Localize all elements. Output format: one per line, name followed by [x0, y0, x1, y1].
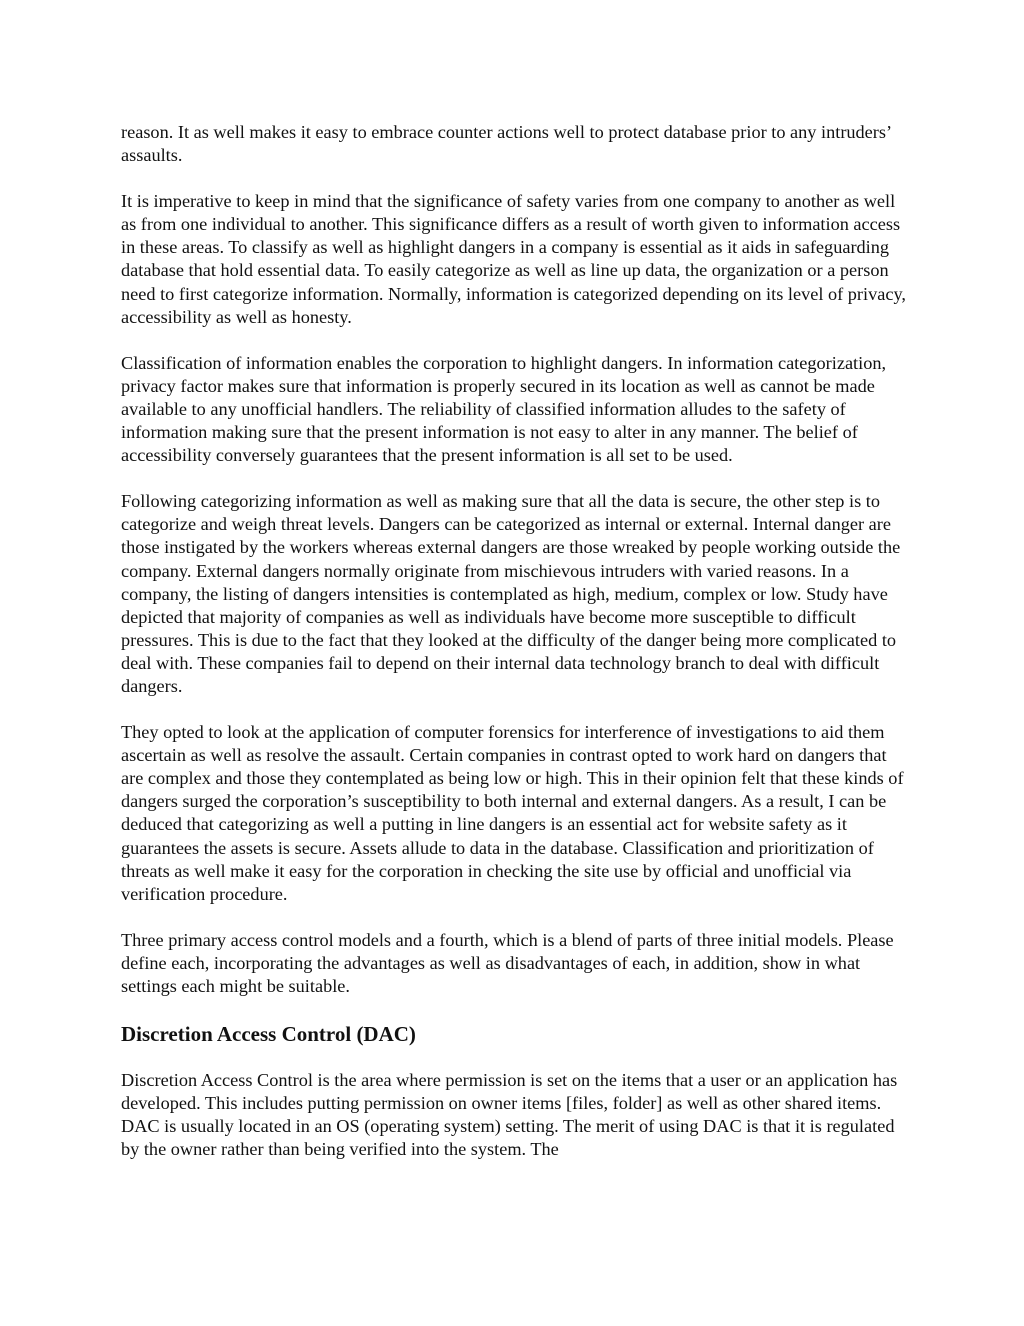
paragraph-4: Following categorizing information as well as making sure that all the data is secure, the other step is to categorize and weigh threat levels. Dangers can be categorized as internal or external. Internal danger are those instigated by the workers whereas external dangers are those wreaked by people working outside the company. External dangers normally originate from mischievous intruders with varied reasons. In a company, the listing of dangers intensities is contemplated as high, medium, complex or low. Study have depicted that majority of companies as well as individuals have become more susceptible to difficult pressures. This is due to the fact that they looked at the difficulty of the danger being more complicated to deal with. These companies fail to depend on their internal data technology branch to deal with difficult dangers.	[121, 491, 901, 696]
paragraph-final: Discretion Access Control is the area where permission is set on the items that a user or an application has developed. This includes putting permission on owner items [files, folder] as well as other shared items. DAC is usually located in an OS (operating system) setting. The merit of using DAC is that it is regulated by the owner rather than being verified into the system. The	[121, 1070, 898, 1160]
paragraph-3: Classification of information enables the corporation to highlight dangers. In information categorization, privacy factor makes sure that information is properly secured in its location as well as cannot be made available to any unofficial handlers. The reliability of classified information alludes to the safety of information making sure that the present information is not easy to alter in any manner. The belief of accessibility conversely guarantees that the present information is all set to be used.	[121, 352, 887, 466]
paragraph-5: They opted to look at the application of computer forensics for interference of investigations to aid them ascertain as well as resolve the assault. Certain companies in contrast opted to work hard on dangers that are complex and those they contemplated as being low or high. This in their opinion felt that these kinds of dangers surged the corporation’s susceptibility to both internal and external dangers. As a result, I can be deduced that categorizing as well a putting in line dangers is an essential act for website safety as it guarantees the assets is secure. Assets allude to data in the database. Classification and prioritization of threats as well make it easy for the corporation in checking the site use by official and unofficial via verification procedure.	[121, 722, 904, 904]
paragraph-1: reason. It as well makes it easy to embrace counter actions well to protect database prior to any intruders’ assaults.	[121, 122, 891, 166]
paragraph-6: Three primary access control models and a fourth, which is a blend of parts of three initial models. Please define each, incorporating the advantages as well as disadvantages of each, in addition, show in what settings each might be suitable.	[121, 929, 894, 996]
section-heading: Discretion Access Control (DAC)	[121, 1022, 416, 1047]
document-page	[121, 121, 911, 1184]
paragraph-2: It is imperative to keep in mind that the significance of safety varies from one company to another as well as from one individual to another. This significance differs as a result of worth given to information access in these areas. To classify as well as highlight dangers in a company is essential as it aids in safeguarding database that hold essential data. To easily categorize as well as line up data, the organization or a person need to first categorize information. Normally, information is categorized depending on its level of privacy, accessibility as well as honesty.	[121, 191, 906, 327]
